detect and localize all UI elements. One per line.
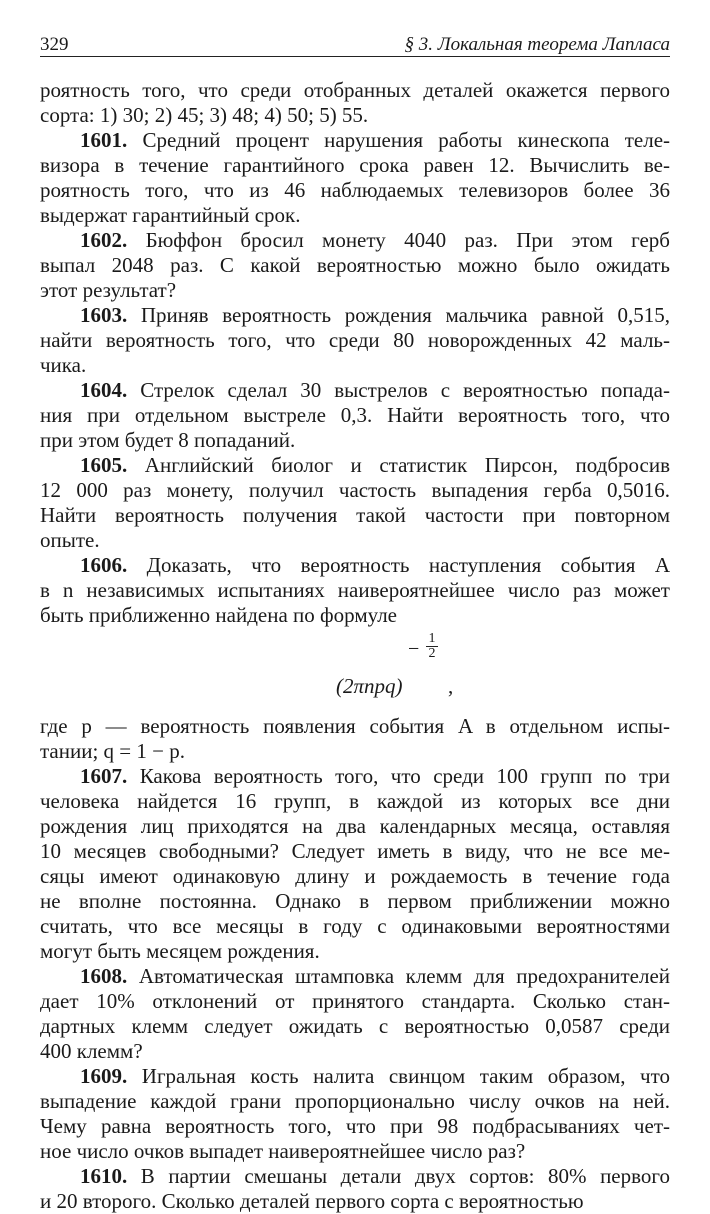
problem-number: 1603.	[80, 303, 128, 327]
line-text: рождения лиц приходятся на два календарных месяца, оставляя	[40, 814, 670, 838]
problem-number: 1606.	[80, 553, 128, 577]
problem-line	[40, 178, 670, 203]
problem-line	[40, 353, 670, 378]
line-text: и 20 второго. Сколько деталей первого сорта с вероятностью	[40, 1189, 584, 1213]
problem-1605	[40, 453, 670, 553]
problem-number: 1609.	[80, 1064, 128, 1088]
problem-line	[40, 253, 670, 278]
line-text: сяцы имеют одинаковую длину и рождаемость в течение года	[40, 864, 670, 888]
formula-exponent-sign: −	[408, 638, 420, 660]
problem-1604	[40, 378, 670, 453]
line-text: роятность того, что среди отобранных деталей окажется первого	[40, 78, 670, 102]
problem-line	[40, 203, 670, 228]
problem-line	[40, 278, 670, 303]
line-text: 400 клемм?	[40, 1039, 143, 1063]
problem-number: 1610.	[80, 1164, 128, 1188]
line-text: Чему равна вероятность того, что при 98 подбрасываниях чет-	[40, 1114, 670, 1138]
line-text: быть приближенно найдена по формуле	[40, 603, 397, 627]
line-text: найти вероятность того, что среди 80 новорожденных 42 маль-	[40, 328, 670, 352]
problem-line	[40, 1139, 670, 1164]
line-text: выпал 2048 раз. С какой вероятностью можно было ожидать	[40, 253, 670, 277]
line-text: дает 10% отклонений от принятого стандарта. Сколько стан-	[40, 989, 670, 1013]
line-text: роятность того, что из 46 наблюдаемых телевизоров более 36	[40, 178, 670, 202]
line-text: Стрелок сделал 30 выстрелов с вероятностью попада-	[140, 378, 670, 402]
problem-line	[40, 328, 670, 353]
line-text: В партии смешаны детали двух сортов: 80% первого	[140, 1164, 670, 1188]
problem-line	[40, 478, 670, 503]
line-text: Английский биолог и статистик Пирсон, подбросив	[144, 453, 671, 477]
line-text: чика.	[40, 353, 87, 377]
formula-base: (2πnpq)	[336, 674, 403, 698]
problem-line	[40, 128, 670, 153]
fraction-numerator: 1	[426, 632, 438, 647]
problem-line	[40, 378, 670, 403]
problem-line	[40, 1014, 670, 1039]
problem-line	[40, 964, 670, 989]
continuation-line	[40, 78, 670, 103]
line-text: в n независимых испытаниях наивероятнейшее число раз может	[40, 578, 670, 602]
problem-line	[40, 939, 670, 964]
problem-line	[40, 764, 670, 789]
problem-line	[40, 553, 670, 578]
line-text: человека найдется 16 групп, в каждой из которых все дни	[40, 789, 670, 813]
problem-number: 1608.	[80, 964, 128, 988]
line-text: Игральная кость налита свинцом таким образом, что	[141, 1064, 671, 1088]
line-text: где p — вероятность появления события A в отдельном испы-	[40, 714, 670, 738]
line-text: этот результат?	[40, 278, 177, 302]
problem-line	[40, 1189, 670, 1214]
problem-line	[40, 714, 670, 739]
problem-line	[40, 228, 670, 253]
problem-line	[40, 889, 670, 914]
line-text: Автоматическая штамповка клемм для предохранителей	[138, 964, 671, 988]
problem-line	[40, 989, 670, 1014]
line-text: дартных клемм следует ожидать с вероятностью 0,0587 среди	[40, 1014, 670, 1038]
problem-number: 1602.	[80, 228, 128, 252]
line-text: Бюффон бросил монету 4040 раз. При этом герб	[145, 228, 670, 252]
line-text: считать, что все месяцы в году с одинаковыми вероятностями	[40, 914, 670, 938]
line-text: сорта: 1) 30; 2) 45; 3) 48; 4) 50; 5) 55.	[40, 103, 369, 127]
problem-1606	[40, 553, 670, 764]
line-text: Найти вероятность получения такой частости при повторном	[40, 503, 670, 527]
problem-line	[40, 739, 670, 764]
page-number: 329	[40, 34, 69, 55]
problem-line	[40, 839, 670, 864]
line-text: тании; q = 1 − p.	[40, 739, 185, 763]
problem-list	[40, 78, 670, 1214]
problem-1603	[40, 303, 670, 378]
problem-line	[40, 153, 670, 178]
problem-line	[40, 528, 670, 553]
problem-line	[40, 503, 670, 528]
running-head: § 3. Локальная теорема Лапласа	[404, 34, 670, 55]
problem-1607	[40, 764, 670, 964]
problem-line	[40, 914, 670, 939]
problem-number: 1604.	[80, 378, 128, 402]
problem-line	[40, 1164, 670, 1189]
problem-line	[40, 428, 670, 453]
problem-number: 1607.	[80, 764, 128, 788]
problem-1608	[40, 964, 670, 1064]
line-text: Приняв вероятность рождения мальчика равной 0,515,	[140, 303, 671, 327]
problem-line	[40, 603, 670, 628]
line-text: 12 000 раз монету, получил частость выпадения герба 0,5016.	[40, 478, 670, 502]
problem-line	[40, 453, 670, 478]
line-text: ния при отдельном выстреле 0,3. Найти вероятность того, что	[40, 403, 670, 427]
problem-number: 1601.	[80, 128, 128, 152]
problem-line	[40, 814, 670, 839]
line-text: выдержат гарантийный срок.	[40, 203, 301, 227]
line-text: ное число очков выпадет наивероятнейшее число раз?	[40, 1139, 526, 1163]
problem-line	[40, 789, 670, 814]
formula	[40, 628, 670, 714]
line-text: опыте.	[40, 528, 100, 552]
problem-1602	[40, 228, 670, 303]
line-text: при этом будет 8 попаданий.	[40, 428, 296, 452]
problem-line	[40, 578, 670, 603]
line-text: выпадение каждой грани пропорционально числу очков на ней.	[40, 1089, 670, 1113]
line-text: не вполне постоянна. Однако в первом приближении можно	[40, 889, 670, 913]
line-text: Доказать, что вероятность наступления события A	[146, 553, 671, 577]
problem-1601	[40, 128, 670, 228]
page-body	[40, 78, 670, 1214]
page-header	[40, 30, 670, 57]
line-text: визора в течение гарантийного срока равен 12. Вычислить ве-	[40, 153, 670, 177]
problem-line	[40, 303, 670, 328]
problem-line	[40, 1089, 670, 1114]
problem-1610	[40, 1164, 670, 1214]
formula-comma: ,	[448, 674, 454, 698]
problem-line	[40, 403, 670, 428]
problem-line	[40, 864, 670, 889]
continuation-line	[40, 103, 670, 128]
problem-1609	[40, 1064, 670, 1164]
line-text: могут быть месяцем рождения.	[40, 939, 320, 963]
fraction-denominator: 2	[428, 646, 436, 661]
problem-number: 1605.	[80, 453, 128, 477]
formula-exponent-fraction	[426, 632, 438, 661]
line-text: Какова вероятность того, что среди 100 групп по три	[139, 764, 671, 788]
problem-line	[40, 1064, 670, 1089]
line-text: Средний процент нарушения работы кинескопа теле-	[142, 128, 671, 152]
line-text: 10 месяцев свободными? Следует иметь в виду, что не все ме-	[40, 839, 670, 863]
problem-line	[40, 1039, 670, 1064]
